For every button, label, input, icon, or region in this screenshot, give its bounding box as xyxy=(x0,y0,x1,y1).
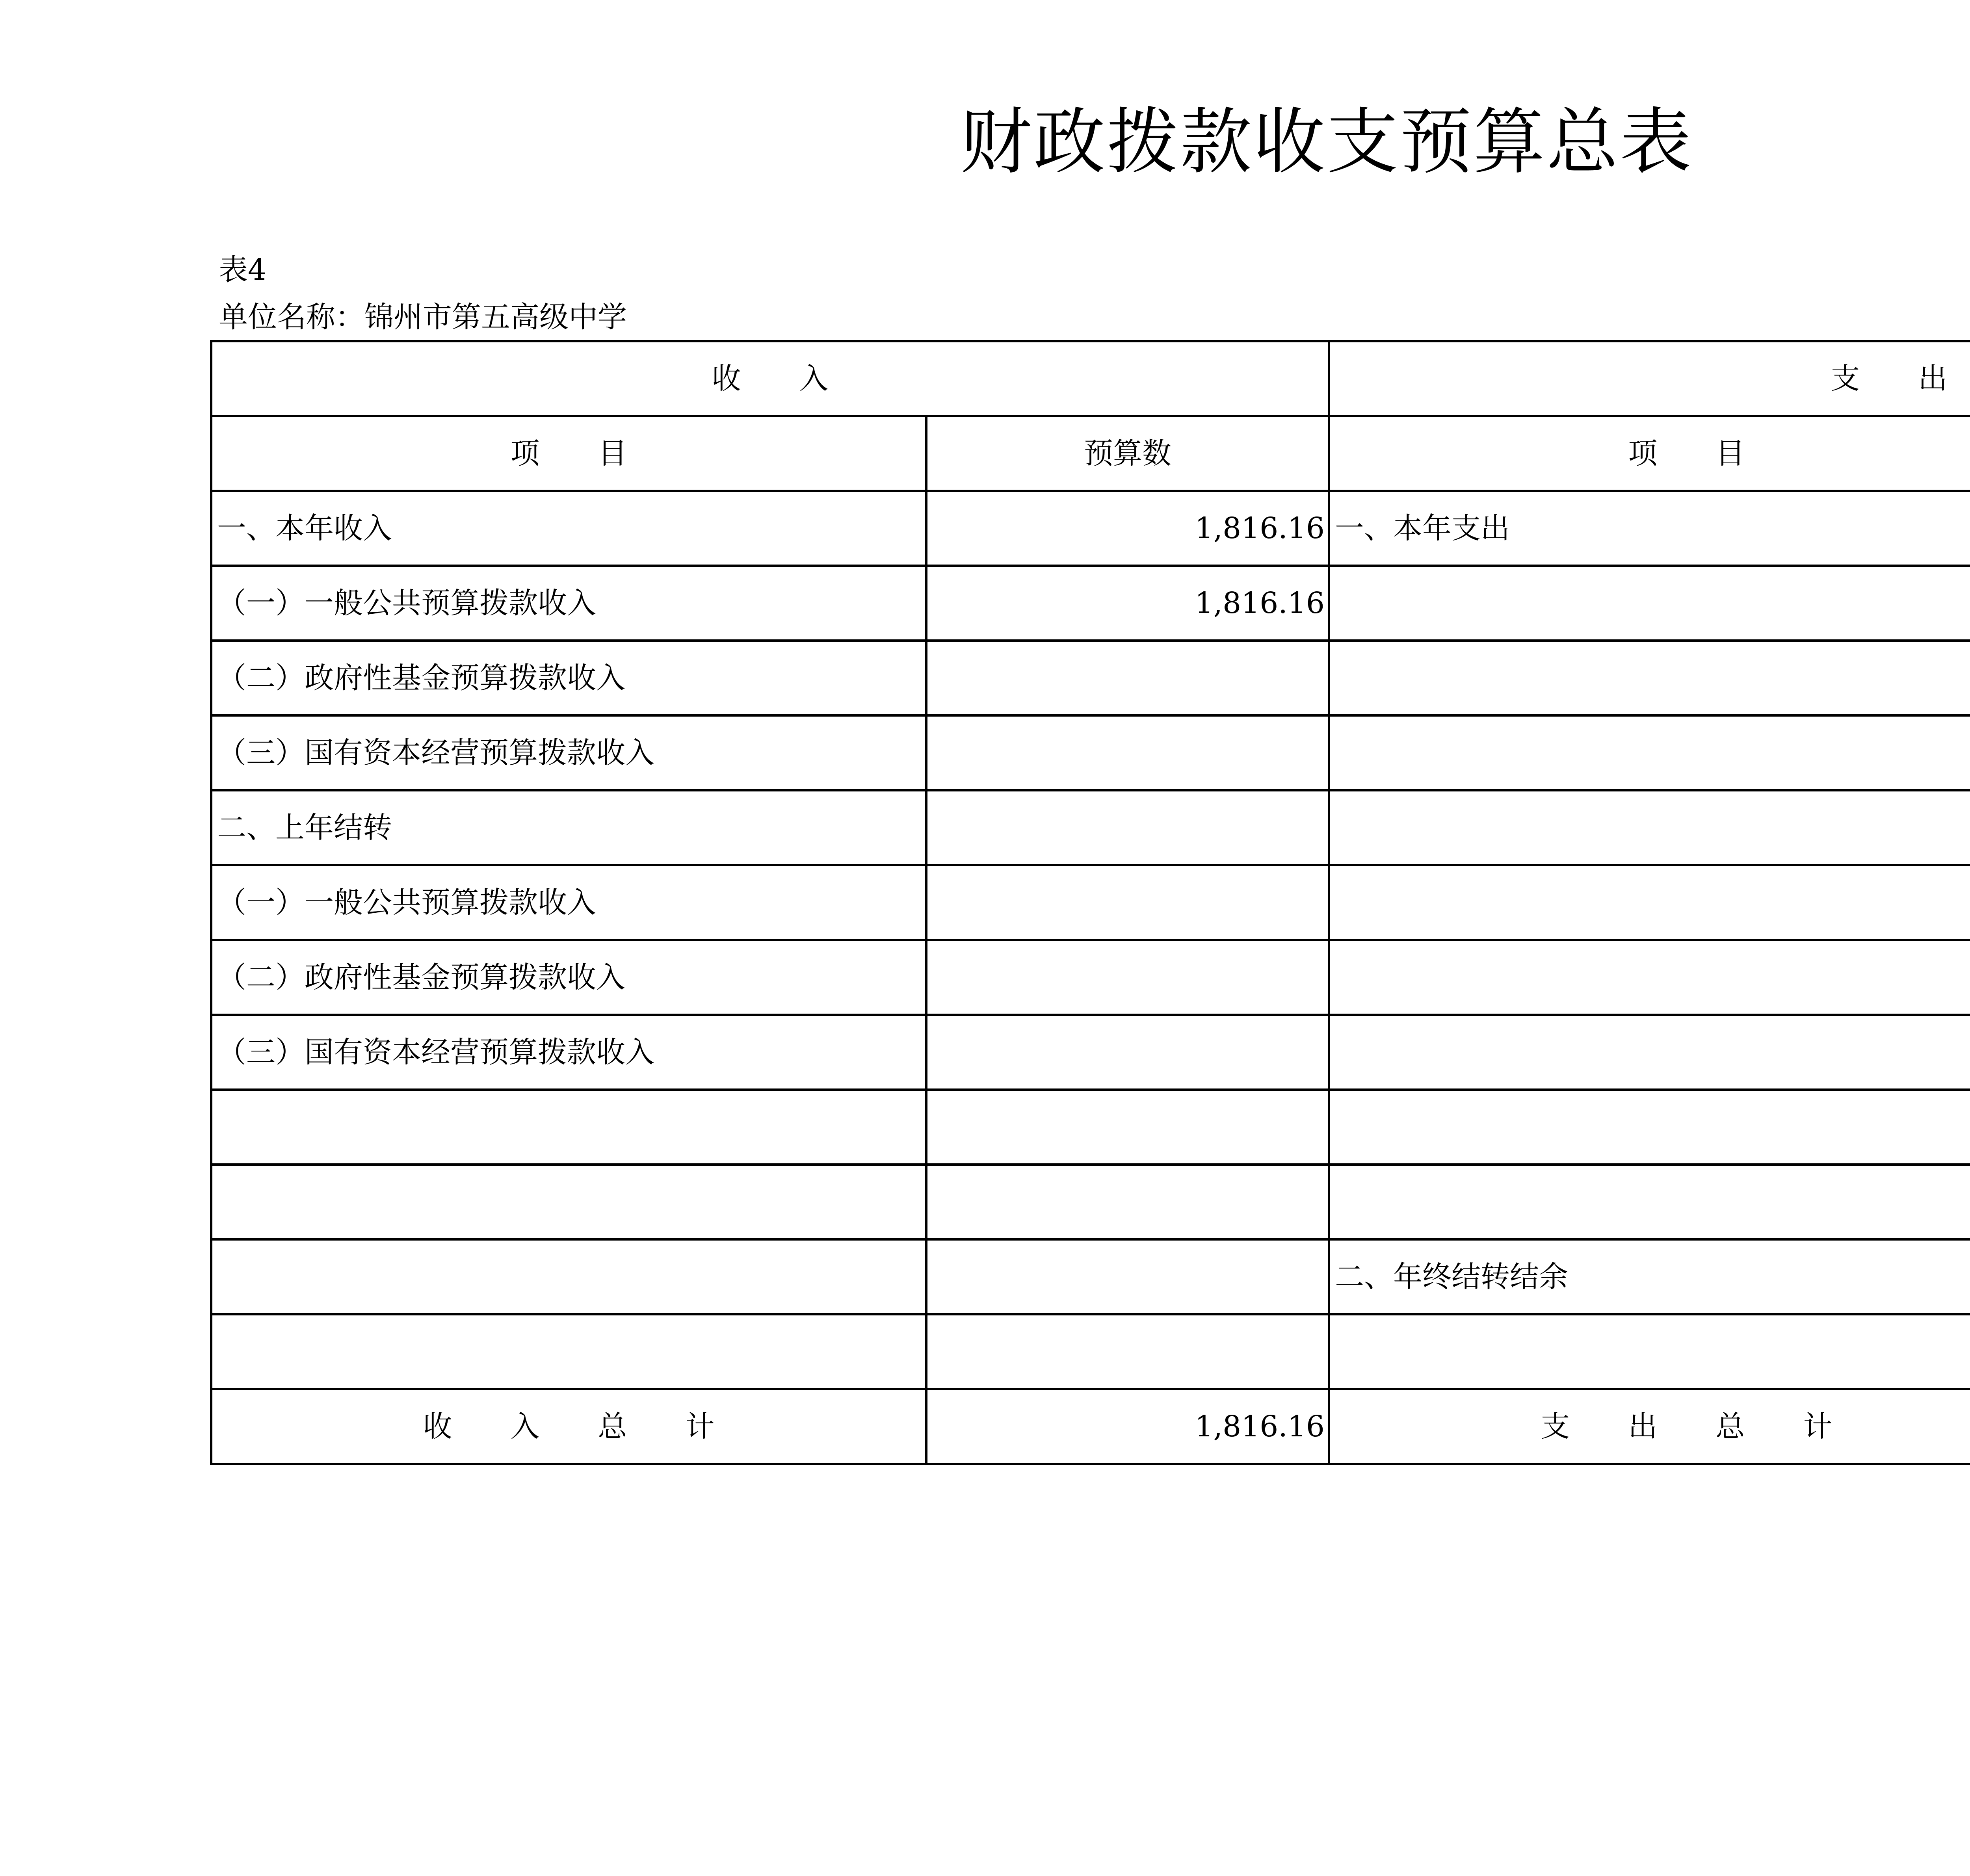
expense-header: 支 出 xyxy=(1329,341,1970,416)
income-item-cell: （三）国有资本经营预算拨款收入 xyxy=(211,715,926,790)
table-row xyxy=(211,1090,1970,1165)
expense-item-cell xyxy=(1329,1090,1970,1165)
totals-row xyxy=(211,1389,1970,1464)
income-amount-cell xyxy=(926,715,1329,790)
table-row xyxy=(211,566,1970,641)
header-row-main xyxy=(211,341,1970,416)
table-row xyxy=(211,1239,1970,1314)
income-amount-cell xyxy=(926,940,1329,1015)
budget-table xyxy=(210,340,1970,1465)
expense-item-cell: 一、本年支出 xyxy=(1329,491,1970,566)
table-row xyxy=(211,940,1970,1015)
income-amount-cell: 1,816.16 xyxy=(926,491,1329,566)
table-label: 表4 xyxy=(219,253,267,287)
table-row xyxy=(211,491,1970,566)
income-amount-cell xyxy=(926,1015,1329,1090)
expense-item-cell xyxy=(1329,566,1970,641)
table-row xyxy=(211,1015,1970,1090)
income-total-label: 收 入 总 计 xyxy=(211,1389,926,1464)
expense-item-cell xyxy=(1329,865,1970,940)
income-budget-header: 预算数 xyxy=(926,416,1329,491)
income-header: 收 入 xyxy=(211,341,1329,416)
expense-item-cell xyxy=(1329,715,1970,790)
income-item-cell xyxy=(211,1314,926,1389)
income-amount-cell xyxy=(926,1090,1329,1165)
expense-item-cell xyxy=(1329,641,1970,715)
income-item-cell: （二）政府性基金预算拨款收入 xyxy=(211,641,926,715)
income-amount-cell xyxy=(926,865,1329,940)
income-item-cell xyxy=(211,1239,926,1314)
expense-item-cell xyxy=(1329,1165,1970,1239)
income-amount-cell: 1,816.16 xyxy=(926,566,1329,641)
income-item-cell: （一）一般公共预算拨款收入 xyxy=(211,865,926,940)
income-item-cell: 一、本年收入 xyxy=(211,491,926,566)
income-item-cell xyxy=(211,1165,926,1239)
table-row xyxy=(211,641,1970,715)
unit-name: 单位名称：锦州市第五高级中学 xyxy=(219,300,627,334)
income-item-cell: （一）一般公共预算拨款收入 xyxy=(211,566,926,641)
income-amount-cell xyxy=(926,1239,1329,1314)
income-total-amount: 1,816.16 xyxy=(926,1389,1329,1464)
table-row xyxy=(211,790,1970,865)
income-item-cell xyxy=(211,1090,926,1165)
income-item-cell: （二）政府性基金预算拨款收入 xyxy=(211,940,926,1015)
table-row xyxy=(211,865,1970,940)
table-row xyxy=(211,715,1970,790)
expense-total-label: 支 出 总 计 xyxy=(1329,1389,1970,1464)
expense-item-cell xyxy=(1329,940,1970,1015)
table-row xyxy=(211,1314,1970,1389)
income-amount-cell xyxy=(926,1165,1329,1239)
table-row xyxy=(211,1165,1970,1239)
expense-item-header: 项 目 xyxy=(1329,416,1970,491)
header-row-sub xyxy=(211,416,1970,491)
expense-item-cell xyxy=(1329,790,1970,865)
income-item-cell: 二、上年结转 xyxy=(211,790,926,865)
income-item-cell: （三）国有资本经营预算拨款收入 xyxy=(211,1015,926,1090)
expense-item-cell xyxy=(1329,1314,1970,1389)
expense-item-cell: 二、年终结转结余 xyxy=(1329,1239,1970,1314)
income-amount-cell xyxy=(926,790,1329,865)
income-amount-cell xyxy=(926,1314,1329,1389)
income-amount-cell xyxy=(926,641,1329,715)
page-title: 财政拨款收支预算总表 xyxy=(960,100,1693,184)
expense-item-cell xyxy=(1329,1015,1970,1090)
income-item-header: 项 目 xyxy=(211,416,926,491)
